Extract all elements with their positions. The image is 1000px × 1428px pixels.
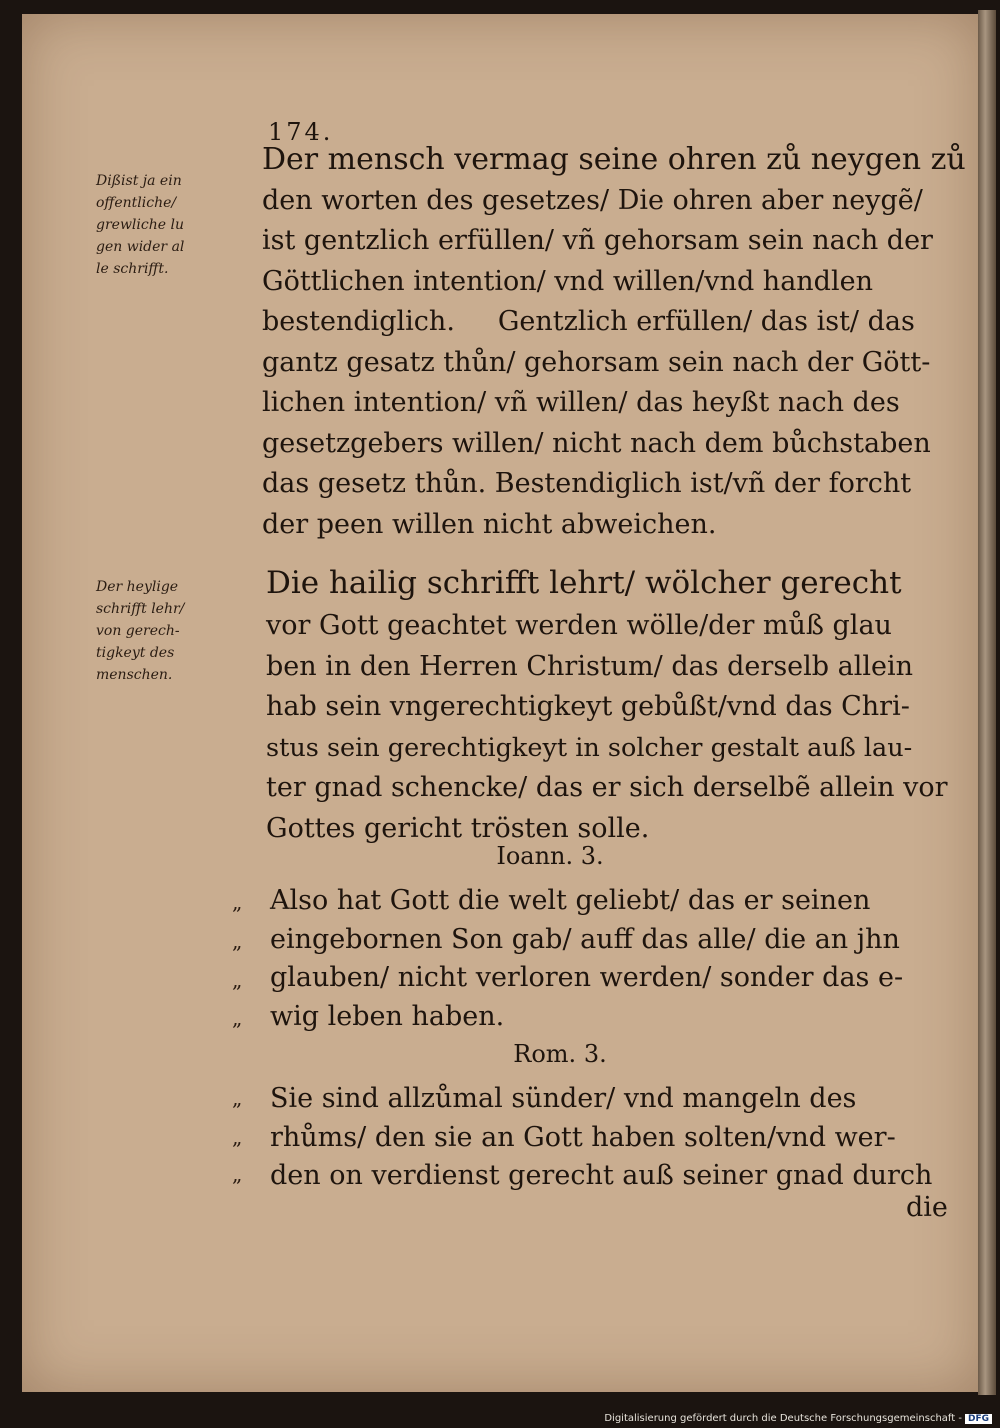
quotation-1 (270, 882, 903, 1036)
margin-note-line: von gerech- (96, 623, 180, 639)
text-line: Göttlichen intention/ vnd willen/vnd handlen (262, 265, 873, 297)
text-line: rhůms/ den sie an Gott haben solten/vnd wer- (270, 1121, 896, 1153)
text-line: Also hat Gott die welt geliebt/ das er seinen (270, 885, 871, 916)
paragraph-2 (266, 560, 948, 849)
dfg-logo-icon: DFG (965, 1414, 992, 1424)
margin-note-line: tigkeyt des (96, 645, 175, 661)
text-line: bestendiglich. Gentzlich erfüllen/ das ist/ das (262, 306, 915, 337)
text-line: Gottes gericht trösten solle. (266, 812, 650, 844)
text-line: wig leben haben. (270, 1000, 505, 1032)
quotation-2 (270, 1080, 932, 1196)
scripture-reference: Ioann. 3. (496, 842, 604, 870)
quote-mark: „ (232, 1006, 243, 1030)
margin-note-line: Dißist ja ein (96, 173, 182, 189)
margin-note-line: offentliche/ (96, 195, 177, 211)
text-line: gesetzgebers willen/ nicht nach dem bůchstaben (262, 427, 931, 459)
margin-note-2 (96, 576, 266, 686)
scripture-reference: Rom. 3. (513, 1040, 607, 1068)
quote-mark: „ (232, 929, 243, 953)
margin-note-line: gen wider al (96, 239, 185, 255)
quote-mark: „ (232, 1162, 243, 1186)
margin-note-line: Der heylige (96, 579, 179, 595)
quote-mark: „ (232, 1086, 243, 1110)
paragraph-1 (262, 140, 966, 545)
margin-note-line: le schrifft. (96, 261, 169, 277)
page-number: 174. (268, 118, 334, 146)
text-line: eingebornen Son gab/ auff das alle/ die an jhn (270, 923, 900, 955)
text-line: ben in den Herren Christum/ das derselb allein (266, 650, 914, 682)
catchword: die (906, 1192, 948, 1223)
text-line: Die hailig schrifft lehrt/ wölcher gerecht (266, 565, 902, 601)
text-line: das gesetz thůn. Bestendiglich ist/vñ der forcht (262, 468, 912, 499)
text-line: vor Gott geachtet werden wölle/der můß glau (266, 610, 892, 641)
quote-mark: „ (232, 968, 243, 992)
text-line: stus sein gerechtigkeyt in solcher gestalt auß lau- (266, 732, 913, 763)
margin-note-line: schrifft lehr/ (96, 601, 185, 617)
page-edge (978, 10, 996, 1395)
text-line: Sie sind allzůmal sünder/ vnd mangeln des (270, 1083, 857, 1114)
margin-note-line: grewliche lu (96, 217, 184, 233)
text-line: lichen intention/ vñ willen/ das heyßt nach des (262, 387, 900, 418)
text-line: glauben/ nicht verloren werden/ sonder das e- (270, 962, 904, 994)
text-line: den worten des gesetzes/ Die ohren aber neygẽ/ (262, 184, 923, 216)
quote-mark: „ (232, 1125, 243, 1149)
text-line: den on verdienst gerecht auß seiner gnad durch (270, 1160, 933, 1192)
margin-note-1 (96, 170, 266, 280)
text-line: der peen willen nicht abweichen. (262, 508, 717, 540)
text-line: ter gnad schencke/ das er sich derselbẽ allein vor (266, 772, 948, 803)
footer-credit (604, 1413, 992, 1424)
margin-note-line: menschen. (96, 667, 173, 683)
text-line: Der mensch vermag seine ohren zů neygen zů (262, 142, 966, 177)
text-line: gantz gesatz thůn/ gehorsam sein nach der Gött- (262, 346, 931, 378)
text-line: hab sein vngerechtigkeyt gebůßt/vnd das Chri- (266, 691, 910, 722)
footer-text: Digitalisierung gefördert durch die Deutsche Forschungsgemeinschaft - (604, 1413, 962, 1424)
text-line: ist gentzlich erfüllen/ vñ gehorsam sein nach der (262, 225, 933, 256)
quote-mark: „ (232, 890, 243, 914)
